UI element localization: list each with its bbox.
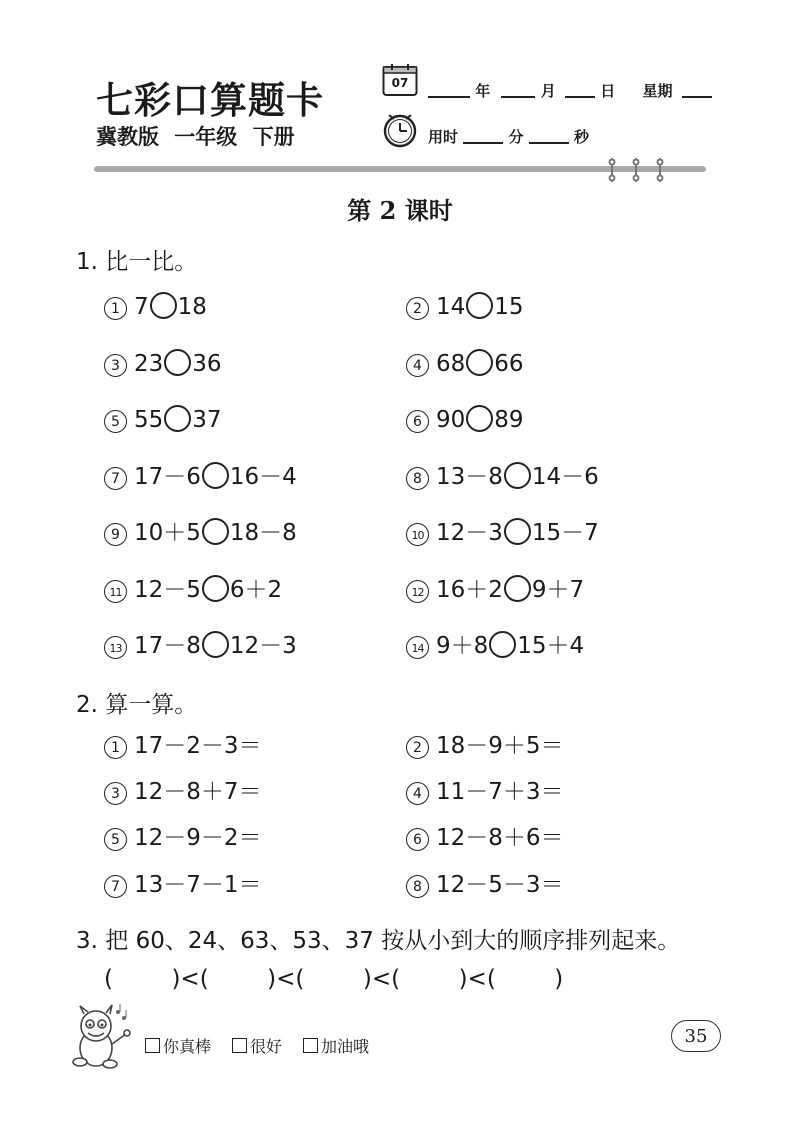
date-fields	[428, 80, 712, 101]
item-number: 6	[406, 410, 429, 433]
eval-option[interactable]: 你真棒	[145, 1034, 211, 1057]
compare-circle[interactable]	[466, 349, 493, 376]
calc-expression: 12－9－2＝	[134, 825, 262, 851]
item-number: 3	[104, 782, 127, 805]
minute-label: 分	[508, 128, 524, 146]
calc-item	[104, 777, 262, 807]
minute-blank[interactable]	[463, 142, 503, 144]
compare-circle[interactable]	[504, 462, 531, 489]
day-label: 日	[600, 82, 616, 100]
item-number: 1	[104, 297, 127, 320]
section1-title: 1. 比一比。	[76, 249, 198, 275]
calc-expression: 18－9＋5＝	[436, 733, 564, 759]
compare-circle[interactable]	[202, 631, 229, 658]
compare-item: 12 16＋2 9＋7	[406, 575, 584, 605]
compare-item: 4 68 66	[406, 349, 524, 379]
weekday-label: 星期	[642, 82, 673, 100]
item-number: 12	[406, 580, 429, 603]
calendar-number: 07	[391, 76, 409, 90]
compare-circle[interactable]	[504, 518, 531, 545]
item-number: 7	[104, 875, 127, 898]
compare-item: 5 55 37	[104, 405, 222, 435]
compare-item: 7 17－6 16－4	[104, 462, 297, 492]
eval-option[interactable]: 加油哦	[303, 1034, 369, 1057]
compare-item: 13 17－8 12－3	[104, 631, 297, 661]
calc-expression: 13－7－1＝	[134, 872, 262, 898]
item-number: 8	[406, 467, 429, 490]
calc-expression: 12－8＋7＝	[134, 779, 262, 805]
item-number: 11	[104, 580, 127, 603]
item-number: 3	[104, 354, 127, 377]
compare-circle[interactable]	[489, 631, 516, 658]
item-number: 5	[104, 828, 127, 851]
second-blank[interactable]	[529, 142, 569, 144]
item-number: 7	[104, 467, 127, 490]
calc-expression: 12－5－3＝	[436, 872, 564, 898]
compare-circle[interactable]	[466, 405, 493, 432]
year-blank[interactable]	[428, 96, 470, 98]
compare-circle[interactable]	[202, 518, 229, 545]
item-number: 10	[406, 523, 429, 546]
compare-item: 9 10＋5 18－8	[104, 518, 297, 548]
checkbox[interactable]	[232, 1038, 247, 1053]
section3-title: 3. 把 60、24、63、53、37 按从小到大的顺序排列起来。	[76, 928, 681, 954]
checkbox[interactable]	[145, 1038, 160, 1053]
calc-item	[406, 870, 564, 900]
brand-subtitle: 冀教版 一年级 下册	[96, 125, 295, 149]
compare-item: 14 9＋8 15＋4	[406, 631, 584, 661]
day-blank[interactable]	[565, 96, 595, 98]
lesson-title: 第 2 课时	[347, 196, 453, 225]
compare-circle[interactable]	[202, 462, 229, 489]
section2-title: 2. 算一算。	[76, 692, 198, 718]
item-number: 6	[406, 828, 429, 851]
item-number: 5	[104, 410, 127, 433]
calc-expression: 12－8＋6＝	[436, 825, 564, 851]
compare-circle[interactable]	[164, 405, 191, 432]
calc-item	[104, 823, 262, 853]
item-number: 1	[104, 736, 127, 759]
divider-ornament	[602, 156, 672, 184]
time-used-label: 用时	[428, 128, 459, 146]
compare-item: 1 7 18	[104, 292, 207, 322]
item-number: 8	[406, 875, 429, 898]
calc-item	[406, 777, 564, 807]
month-label: 月	[540, 82, 556, 100]
item-number: 14	[406, 636, 429, 659]
compare-circle[interactable]	[150, 292, 177, 319]
mascot-illustration	[66, 1004, 134, 1072]
compare-item: 2 14 15	[406, 292, 524, 322]
compare-item: 6 90 89	[406, 405, 524, 435]
item-number: 9	[104, 523, 127, 546]
compare-item: 3 23 36	[104, 349, 222, 379]
compare-circle[interactable]	[164, 349, 191, 376]
item-number: 13	[104, 636, 127, 659]
weekday-blank[interactable]	[682, 96, 712, 98]
calc-item	[406, 731, 564, 761]
year-label: 年	[475, 82, 491, 100]
calc-item	[104, 870, 262, 900]
order-answer-line[interactable]: ( )<( )<( )<( )<( )	[104, 966, 564, 992]
compare-circle[interactable]	[202, 575, 229, 602]
calc-expression: 17－2－3＝	[134, 733, 262, 759]
item-number: 2	[406, 736, 429, 759]
calc-item	[406, 823, 564, 853]
calc-expression: 11－7＋3＝	[436, 779, 564, 805]
time-fields	[428, 126, 589, 147]
brand-title: 七彩口算题卡	[96, 79, 324, 122]
calendar-icon	[382, 63, 418, 97]
compare-item: 8 13－8 14－6	[406, 462, 599, 492]
second-label: 秒	[573, 128, 589, 146]
compare-item: 11 12－5 6＋2	[104, 575, 282, 605]
compare-circle[interactable]	[466, 292, 493, 319]
checkbox[interactable]	[303, 1038, 318, 1053]
item-number: 4	[406, 354, 429, 377]
eval-option[interactable]: 很好	[232, 1034, 282, 1057]
compare-item: 10 12－3 15－7	[406, 518, 599, 548]
month-blank[interactable]	[501, 96, 535, 98]
calc-item	[104, 731, 262, 761]
item-number: 4	[406, 782, 429, 805]
compare-circle[interactable]	[504, 575, 531, 602]
item-number: 2	[406, 297, 429, 320]
page-number: 35	[671, 1020, 721, 1052]
clock-icon	[382, 111, 418, 149]
